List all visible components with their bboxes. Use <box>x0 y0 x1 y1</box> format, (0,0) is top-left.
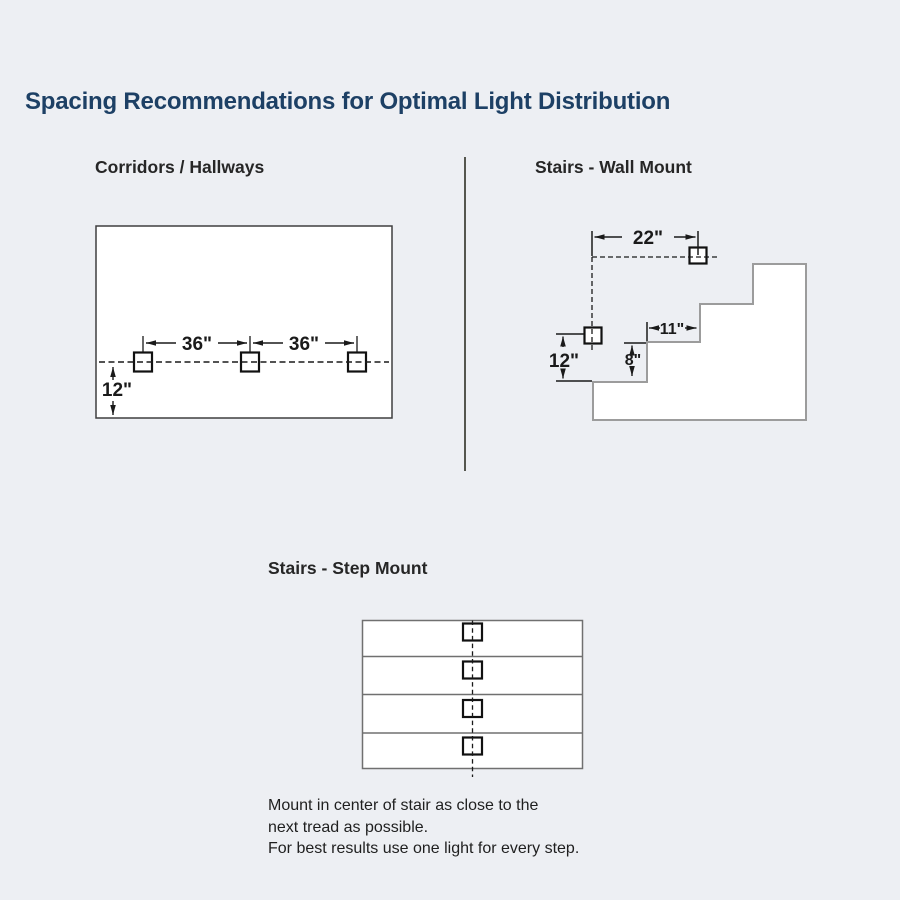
stairs-wall-mount-diagram <box>549 228 806 420</box>
note-line: For best results use one light for every step. <box>268 840 580 857</box>
dimension-label-12: 12" <box>101 380 133 401</box>
corridor-diagram <box>96 226 392 418</box>
note-line: next tread as possible. <box>268 818 429 836</box>
dimension-22 <box>592 228 698 256</box>
step-mount-note <box>268 795 579 860</box>
section-heading-stairs-step-mount: Stairs - Step Mount <box>268 558 428 578</box>
dimension-label-8: 8" <box>624 352 642 369</box>
dimension-11 <box>647 321 697 341</box>
dimension-label-11: 11" <box>659 321 685 338</box>
note-line: Mount in center of stair as close to the <box>268 797 539 814</box>
corridor-wall-outline <box>96 226 392 418</box>
section-heading-stairs-wall-mount: Stairs - Wall Mount <box>535 157 692 177</box>
dimension-label-36: 36" <box>181 334 213 355</box>
dimension-label-22: 22" <box>632 228 664 249</box>
page-title: Spacing Recommendations for Optimal Light Distribution <box>25 88 671 115</box>
stairs-step-mount-diagram <box>363 621 583 778</box>
staircase-profile <box>593 264 806 420</box>
dimension-label-36: 36" <box>288 334 320 355</box>
section-heading-corridors: Corridors / Hallways <box>95 157 265 177</box>
dimension-label-12: 12" <box>548 351 580 372</box>
dimension-8 <box>624 343 646 376</box>
light-fixture-square <box>585 328 602 344</box>
